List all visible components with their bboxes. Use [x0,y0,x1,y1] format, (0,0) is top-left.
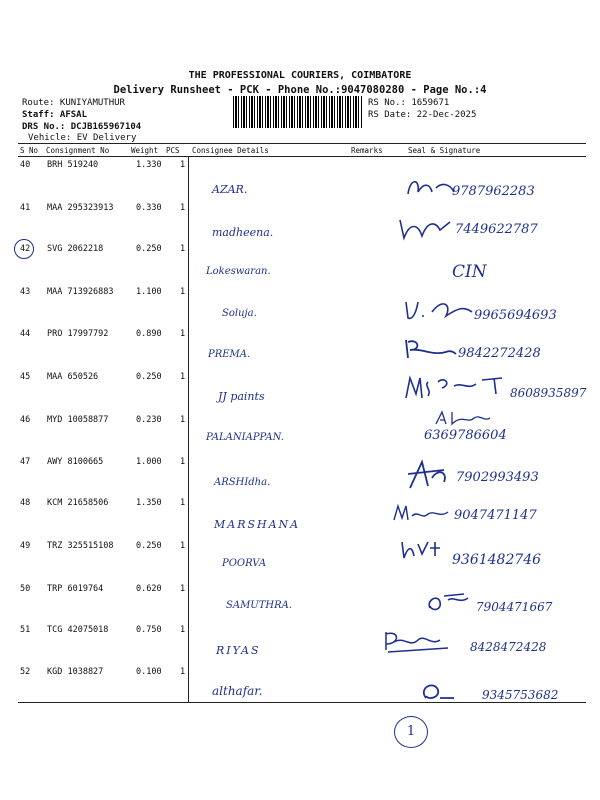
row-consignment: BRH 519240 [47,160,99,170]
table-bottom-rule [18,702,586,703]
signature-mark [402,334,458,364]
col-sno: S No [20,146,39,155]
row-consignee: PALANIAPPAN. [206,432,284,443]
row-weight: 1.330 [136,160,162,170]
row-consignment: KCM 21658506 [47,498,109,508]
signature-mark [380,626,454,656]
signature-mark [418,678,458,704]
signature-mark [424,586,474,614]
row-sno: 40 [20,160,31,170]
row-consignee: AZAR. [212,183,248,196]
row-phone: 9787962283 [452,184,535,199]
row-weight: 1.100 [136,287,162,297]
row-weight: 0.890 [136,329,162,339]
row-consignment: TCG 42075018 [47,625,109,635]
row-weight: 0.750 [136,625,162,635]
col-weight: Weight [131,146,159,155]
signature-mark [402,294,482,326]
row-pcs: 1 [180,203,186,213]
row-consignment: MAA 713926883 [47,287,114,297]
row-consignee: ARSHIdha. [214,477,271,488]
row-pcs: 1 [180,372,186,382]
col-remarks: Remarks [351,146,383,155]
row-phone: 9361482746 [452,552,542,568]
row-phone: 8428472428 [470,640,547,654]
row-consignment: TRZ 325515108 [47,541,114,551]
row-phone: CIN [452,262,487,282]
col-consignment: Consignment No [46,146,110,155]
row-phone: 7904471667 [476,600,553,614]
drs-number: DRS No.: DCJB165967104 [22,122,142,132]
barcode [233,96,363,128]
column-divider [188,156,189,702]
row-sno: 41 [20,203,31,213]
company-title: THE PROFESSIONAL COURIERS, COIMBATORE [188,70,412,81]
rs-number: RS No.: 1659671 [368,98,450,108]
col-signature: Seal & Signature [408,146,481,155]
route-label: Route: KUNIYAMUTHUR [22,98,125,108]
row-consignment: KGD 1038827 [47,667,104,677]
row-consignee: JJ paints [218,390,265,403]
row-pcs: 1 [180,329,186,339]
table-top-rule [18,143,586,144]
row-weight: 1.000 [136,457,162,467]
row-sno: 43 [20,287,31,297]
row-consignee: PREMA. [208,349,251,360]
row-weight: 0.620 [136,584,162,594]
signature-mark [404,458,454,492]
row-sno: 51 [20,625,31,635]
row-consignment: PRO 17997792 [47,329,109,339]
row-sno: 48 [20,498,31,508]
row-consignee: Soluja. [222,308,257,319]
row-consignee: RIYAS [216,644,261,657]
row-consignee: SAMUTHRA. [226,600,293,611]
row-weight: 0.250 [136,244,162,254]
row-consignee: althafar. [212,684,263,698]
row-pcs: 1 [180,541,186,551]
row-phone: 7902993493 [456,470,539,485]
row-phone: 7449622787 [455,222,538,237]
row-weight: 0.100 [136,667,162,677]
row-phone: 6369786604 [424,428,507,443]
row-phone: 9965694693 [474,308,557,323]
row-phone: 9345753682 [482,688,559,702]
vehicle-label: Vehicle: EV Delivery [28,133,137,143]
page-circle-mark: 1 [394,716,428,748]
signature-mark [432,408,492,428]
row-sno: 47 [20,457,31,467]
row-pcs: 1 [180,667,186,677]
row-consignment: MAA 295323913 [47,203,114,213]
row-consignment: SVG 2062218 [47,244,104,254]
row-weight: 0.250 [136,372,162,382]
row-pcs: 1 [180,498,186,508]
row-sno: 46 [20,415,31,425]
row-consignment: MYD 10058877 [47,415,109,425]
row-pcs: 1 [180,287,186,297]
row-weight: 0.250 [136,541,162,551]
table-header-rule [18,156,586,157]
signature-mark [398,536,442,562]
row-weight: 0.230 [136,415,162,425]
row-phone: 9047471147 [454,508,537,523]
row-sno: 42 [20,244,31,254]
row-sno: 45 [20,372,31,382]
row-consignment: TRP 6019764 [47,584,104,594]
row-consignee: madheena. [212,226,274,239]
row-pcs: 1 [180,160,186,170]
row-weight: 0.330 [136,203,162,213]
row-sno: 44 [20,329,31,339]
row-sno: 49 [20,541,31,551]
row-pcs: 1 [180,244,186,254]
row-consignee: MARSHANA [214,518,301,531]
row-phone: 8608935897 [510,386,587,400]
signature-mark [392,502,452,526]
col-consignee: Consignee Details [192,146,269,155]
row-pcs: 1 [180,457,186,467]
row-consignment: MAA 650526 [47,372,99,382]
row-pcs: 1 [180,625,186,635]
runsheet-subtitle: Delivery Runsheet - PCK - Phone No.:9047080280 - Page No.:4 [113,84,487,96]
row-sno: 50 [20,584,31,594]
signature-mark [396,212,456,244]
row-pcs: 1 [180,584,186,594]
staff-label: Staff: AFSAL [22,110,88,120]
col-pcs: PCS [166,146,180,155]
row-consignment: AWY 8100665 [47,457,104,467]
row-pcs: 1 [180,415,186,425]
row-phone: 9842272428 [458,346,541,361]
signature-mark [402,372,512,406]
row-consignee: Lokeswaran. [206,266,271,277]
row-consignee: POORVA [222,558,267,569]
row-sno: 52 [20,667,31,677]
rs-date: RS Date: 22-Dec-2025 [368,110,477,120]
row-weight: 1.350 [136,498,162,508]
